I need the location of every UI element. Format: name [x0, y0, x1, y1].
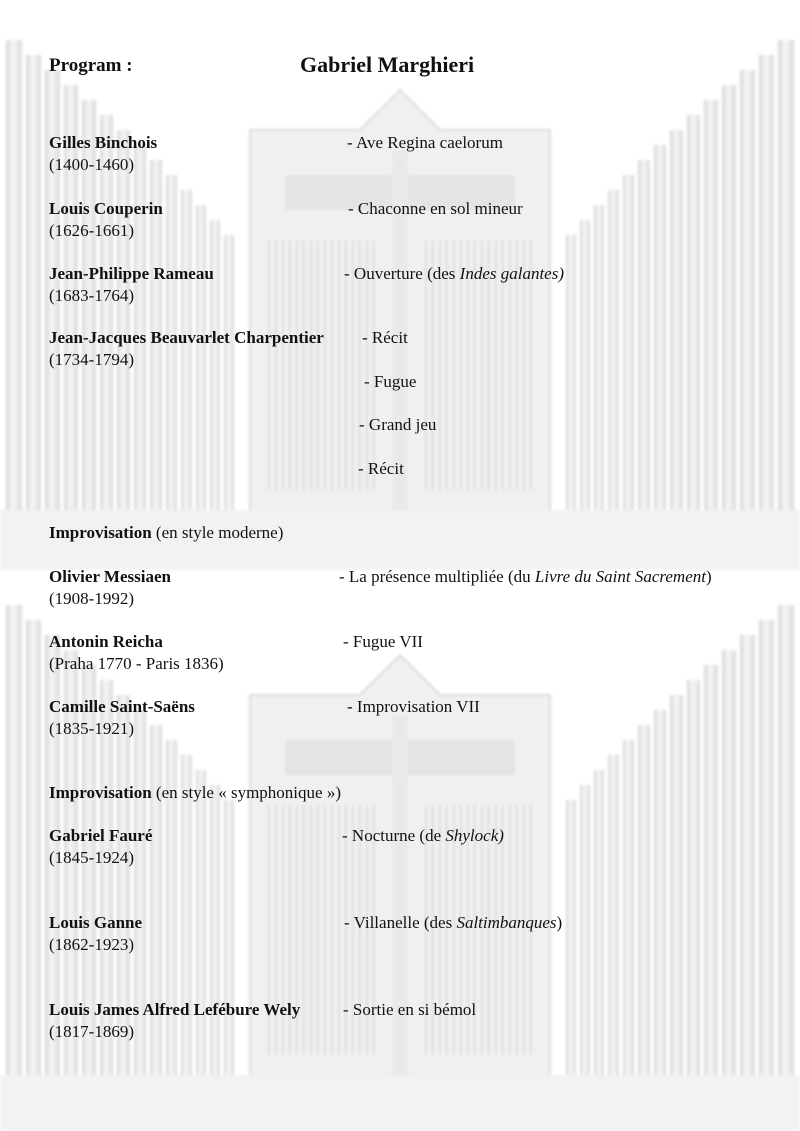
work-title: - Ave Regina caelorum: [347, 133, 503, 152]
composer-dates: (1683-1764): [49, 286, 134, 305]
composer-dates: (1400-1460): [49, 155, 134, 174]
composer-name: Louis Ganne: [49, 913, 143, 932]
composer-name: Antonin Reicha: [49, 632, 163, 651]
composer-name: Camille Saint-Saëns: [49, 697, 195, 716]
composer-name: Jean-Philippe Rameau: [49, 264, 214, 283]
work-title: - Chaconne en sol mineur: [348, 199, 523, 218]
work-title: - Récit: [362, 328, 408, 347]
work-title: - Villanelle (des Saltimbanques): [344, 913, 563, 932]
composer-name: Louis James Alfred Lefébure Wely: [49, 1000, 301, 1019]
composer-dates: (1845-1924): [49, 848, 134, 867]
composer-dates: (1835-1921): [49, 719, 134, 738]
work-title: - Fugue VII: [343, 632, 423, 651]
work-title: - Récit: [358, 459, 404, 478]
work-title: - Nocturne (de Shylock): [342, 826, 504, 845]
work-title: - Fugue: [364, 372, 417, 391]
work-title: - Sortie en si bémol: [343, 1000, 477, 1019]
composer-name: Gilles Binchois: [49, 133, 158, 152]
composer-dates: (1862-1923): [49, 935, 134, 954]
composer-name: Louis Couperin: [49, 199, 163, 218]
performer-name: Gabriel Marghieri: [300, 52, 475, 77]
composer-name: Olivier Messiaen: [49, 567, 171, 586]
composer-dates: (1734-1794): [49, 350, 134, 369]
work-title: - Ouverture (des Indes galantes): [344, 264, 564, 283]
composer-dates: (1626-1661): [49, 221, 134, 240]
work-title: - Improvisation VII: [347, 697, 480, 716]
improvisation-item: Improvisation (en style « symphonique »): [49, 783, 341, 802]
improvisation-item: Improvisation (en style moderne): [49, 523, 284, 542]
composer-dates: (Praha 1770 - Paris 1836): [49, 654, 224, 673]
program-label: Program :: [49, 55, 133, 76]
composer-dates: (1908-1992): [49, 589, 134, 608]
work-title: - La présence multipliée (du Livre du Saint Sacrement): [339, 567, 712, 586]
composer-dates: (1817-1869): [49, 1022, 134, 1041]
work-title: - Grand jeu: [359, 415, 437, 434]
composer-name: Gabriel Fauré: [49, 826, 153, 845]
composer-name: Jean-Jacques Beauvarlet Charpentier: [49, 328, 324, 347]
